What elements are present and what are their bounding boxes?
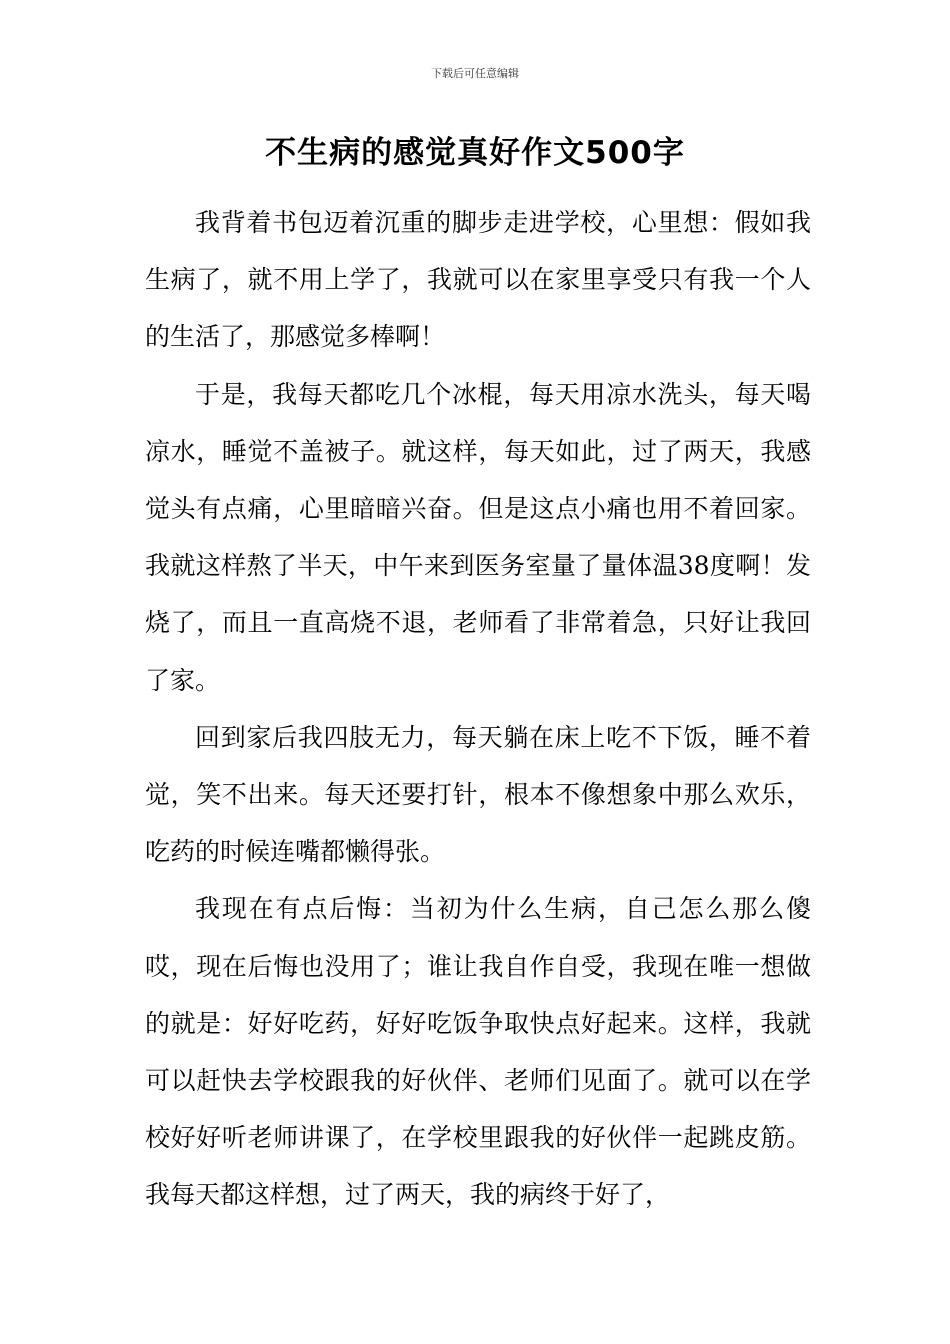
- paragraph-3: 回到家后我四肢无力，每天躺在床上吃不下饭，睡不着觉，笑不出来。每天还要打针，根本不像想象中那么欢乐，吃药的时候连嘴都懒得张。: [145, 722, 811, 867]
- paragraph-1: 我背着书包迈着沉重的脚步走进学校，心里想：假如我生病了，就不用上学了，我就可以在家里享受只有我一个人的生活了，那感觉多棒啊！: [145, 208, 811, 352]
- document-body: [145, 194, 811, 1224]
- page-header-note: 下载后可任意编辑: [431, 67, 519, 80]
- paragraph-4: 我现在有点后悔：当初为什么生病，自己怎么那么傻哎，现在后悔也没用了；谁让我自作自受，我现在唯一想做的就是：好好吃药，好好吃饭争取快点好起来。这样，我就可以赶快去学校跟我的好伙伴、老师们见面了。就可以在学校好好听老师讲课了，在学校里跟我的好伙伴一起跳皮筋。我每天都这样想，过了两天，我的病终于好了，: [145, 894, 811, 1210]
- paragraph-2: 于是，我每天都吃几个冰棍，每天用凉水洗头，每天喝凉水，睡觉不盖被子。就这样，每天如此，过了两天，我感觉头有点痛，心里暗暗兴奋。但是这点小痛也用不着回家。我就这样熬了半天，中午来到医务室量了量体温38度啊！发烧了，而且一直高烧不退，老师看了非常着急，只好让我回了家。: [145, 379, 811, 695]
- document-title: 不生病的感觉真好作文500字: [265, 135, 685, 171]
